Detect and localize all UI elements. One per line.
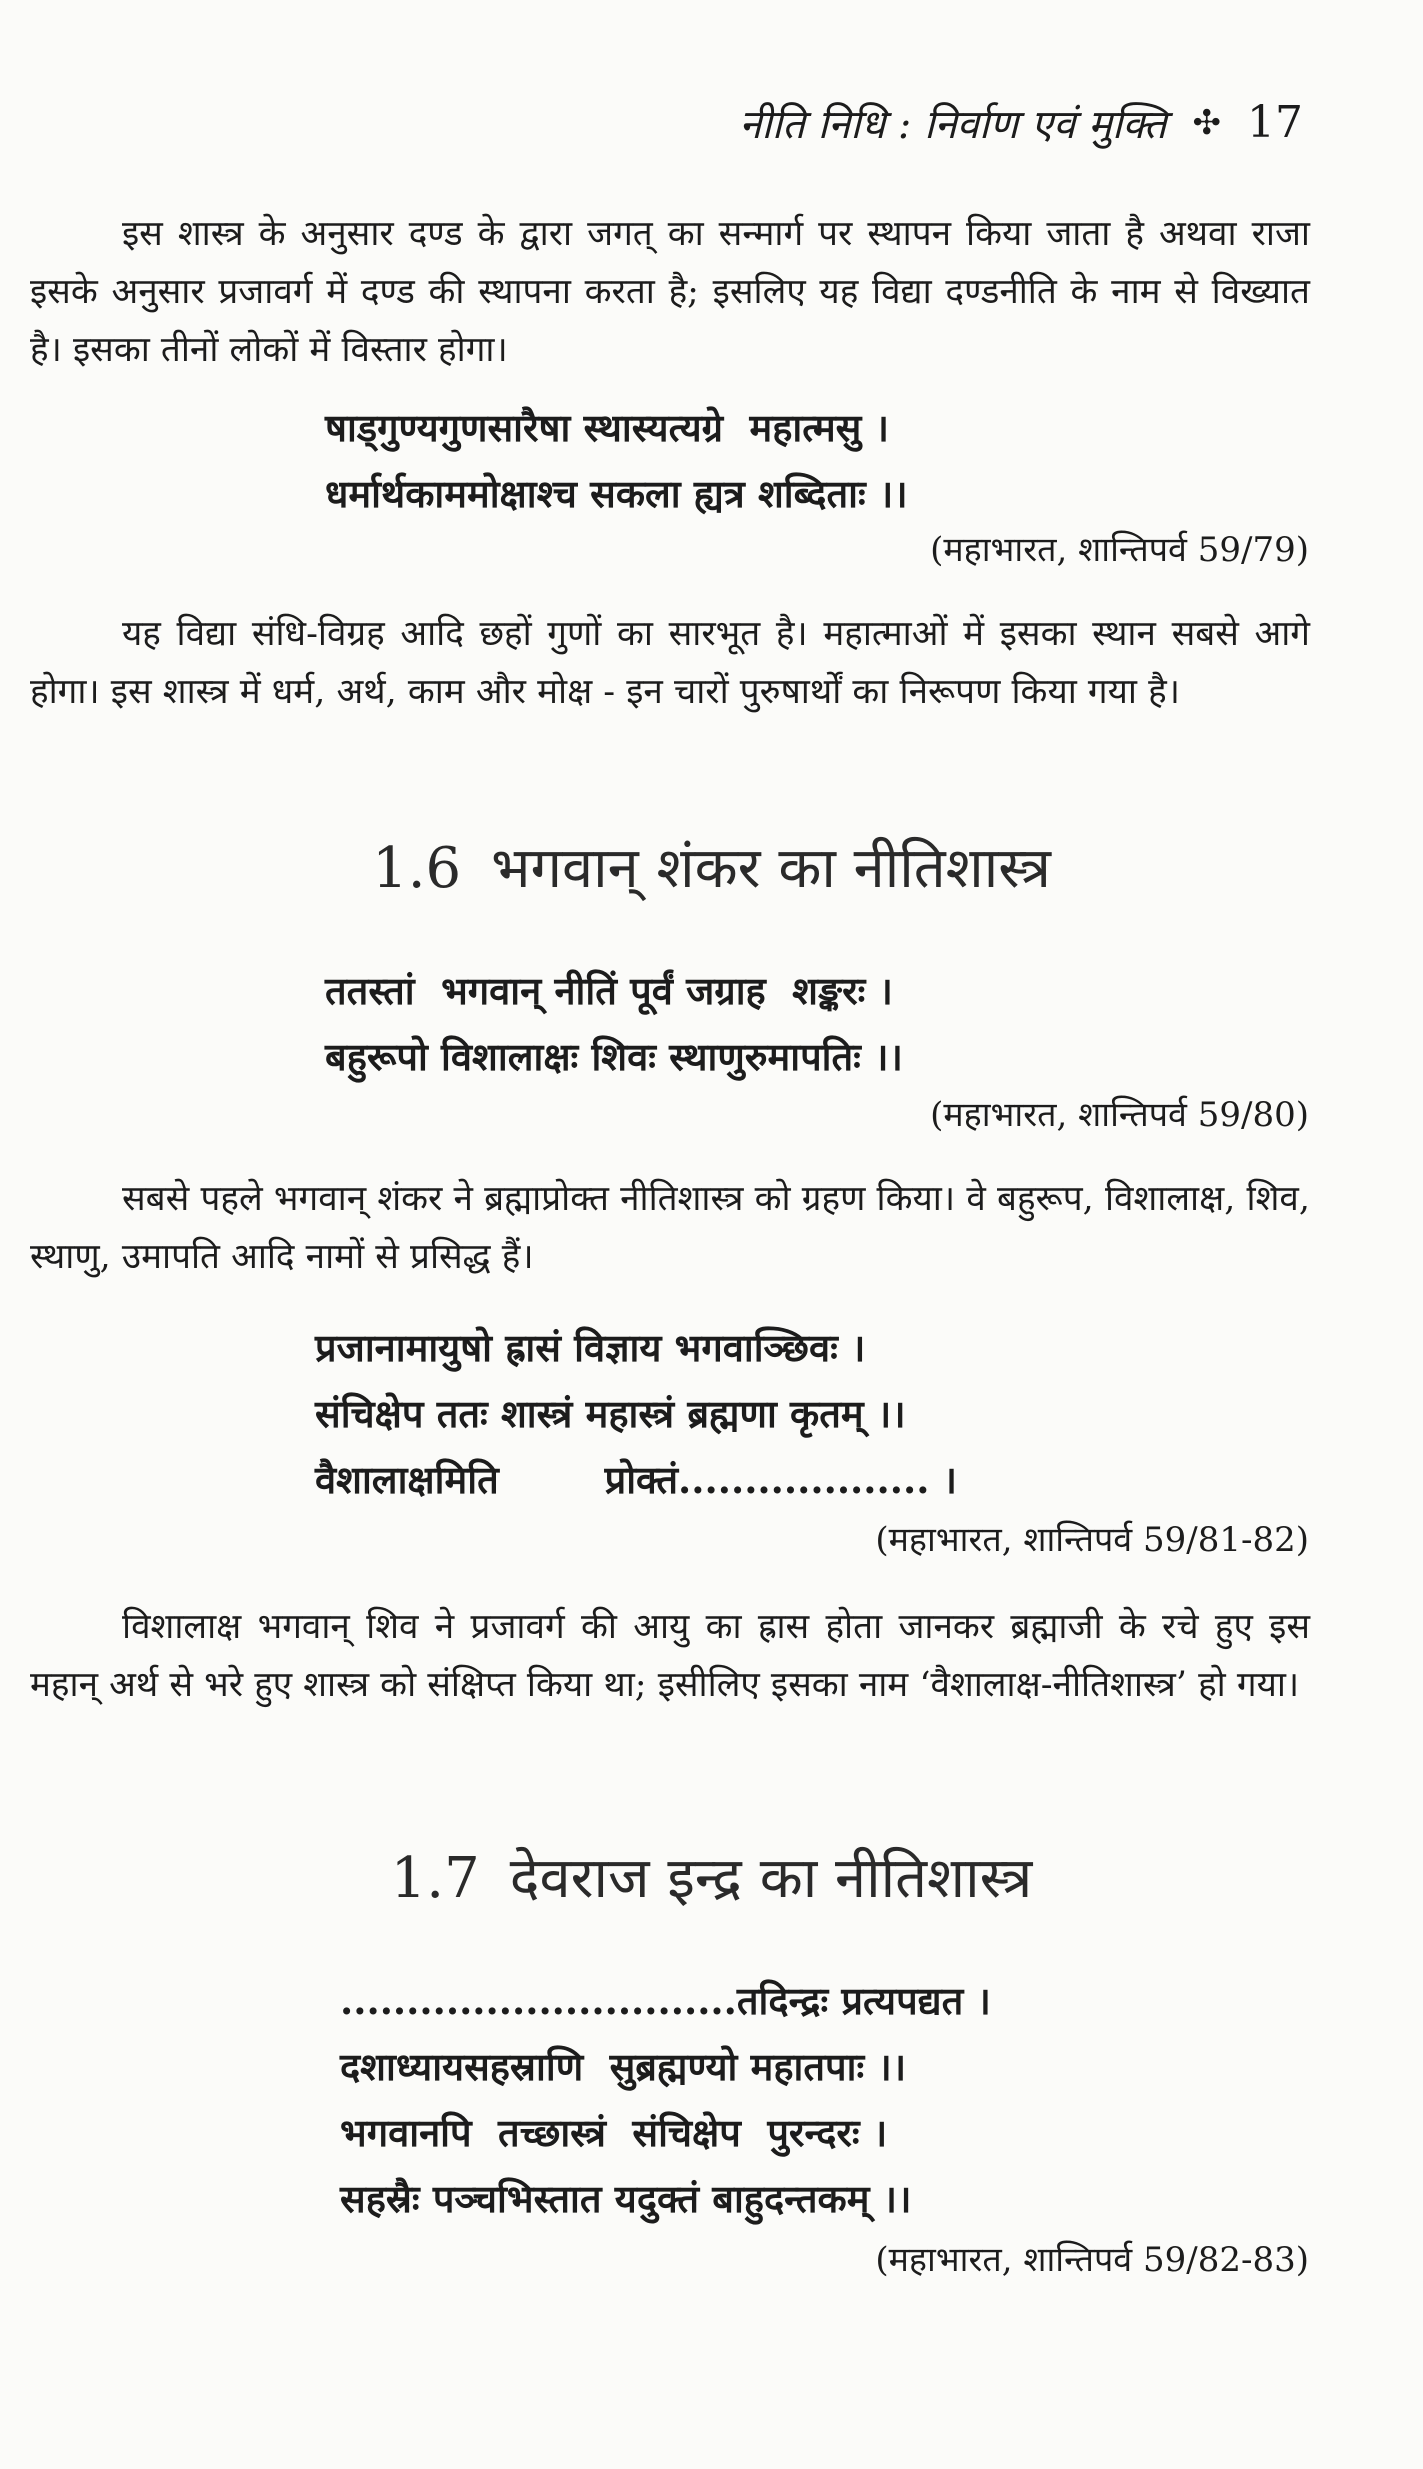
citation-2: (महाभारत, शान्तिपर्व 59/80) [930,1095,1309,1135]
paragraph-3 [30,1170,1310,1286]
citation-1: (महाभारत, शान्तिपर्व 59/79) [930,530,1309,570]
section-heading-1-6 [0,828,1423,904]
header-title: नीति निधि : निर्वाण एवं मुक्ति [739,102,1167,148]
paragraph-text: विशालाक्ष भगवान् शिव ने प्रजावर्ग की आयु का ह्रास होता जानकर ब्रह्माजी के रचे हुए इस महान् अर्थ से भरे हुए शास्त्र को संक्षिप्त किया था; इसीलिए इसका नाम ‘वैशालाक्ष-नीतिशास्त्र’ हो गया। [30,1607,1310,1705]
page-number: 17 [1247,97,1303,148]
ornament-icon: ✣ [1192,102,1221,143]
section-title: देवराज इन्द्र का नीतिशास्त्र [509,1846,1033,1911]
verse-line: वैशालाक्षमिति प्रोक्तं................... । [315,1457,958,1502]
paragraph-text: यह विद्या संधि-विग्रह आदि छहों गुणों का सारभूत है। महात्माओं में इसका स्थान सबसे आगे होगा। इस शास्त्र में धर्म, अर्थ, काम और मोक्ष - इन चारों पुरुषार्थों का निरूपण किया गया है। [30,614,1310,712]
paragraph-1 [30,205,1310,379]
verse-2 [325,958,903,1090]
verse-line: ततस्तां भगवान् नीतिं पूर्वं जग्राह शङ्करः । [325,968,893,1013]
verse-line: बहुरूपो विशालाक्षः शिवः स्थाणुरुमापतिः ।। [325,1034,903,1079]
verse-line: सहस्रैः पञ्चभिस्तात यदुक्तं बाहुदन्तकम् ।। [340,2176,912,2221]
verse-line: षाड्गुण्यगुणसारैषा स्थास्यत्यग्रे महात्मसु । [325,405,889,450]
verse-4 [340,1968,991,2232]
verse-1 [325,395,908,527]
verse-line: भगवानपि तच्छास्त्रं संचिक्षेप पुरन्दरः । [340,2110,888,2155]
section-heading-1-7 [0,1838,1423,1914]
paragraph-4 [30,1598,1310,1714]
verse-line: ..............................तदिन्द्रः प्रत्यपद्यत । [340,1978,991,2023]
verse-line: प्रजानामायुषो ह्रासं विज्ञाय भगवाञ्छिवः । [315,1325,866,1370]
citation-4: (महाभारत, शान्तिपर्व 59/82-83) [875,2240,1309,2280]
verse-line: दशाध्यायसहस्राणि सुब्रह्मण्यो महातपाः ।। [340,2044,907,2089]
verse-3 [315,1315,957,1513]
paragraph-2 [30,605,1310,721]
section-number: 1.6 [372,836,462,901]
verse-line: धर्मार्थकाममोक्षाश्च सकला ह्यत्र शब्दिताः ।। [325,471,908,516]
running-header [739,95,1303,150]
section-title: भगवान् शंकर का नीतिशास्त्र [491,836,1051,901]
citation-3: (महाभारत, शान्तिपर्व 59/81-82) [875,1520,1309,1560]
paragraph-text: इस शास्त्र के अनुसार दण्ड के द्वारा जगत् का सन्मार्ग पर स्थापन किया जाता है अथवा राजा इसके अनुसार प्रजावर्ग में दण्ड की स्थापना करता है; इसलिए यह विद्या दण्डनीति के नाम से विख्यात है। इसका तीनों लोकों में विस्तार होगा। [30,214,1310,370]
paragraph-text: सबसे पहले भगवान् शंकर ने ब्रह्माप्रोक्त नीतिशास्त्र को ग्रहण किया। वे बहुरूप, विशालाक्ष, शिव, स्थाणु, उमापति आदि नामों से प्रसिद्ध हैं। [30,1179,1310,1277]
verse-line: संचिक्षेप ततः शास्त्रं महास्त्रं ब्रह्मणा कृतम् ।। [315,1391,906,1436]
section-number: 1.7 [390,1846,480,1911]
